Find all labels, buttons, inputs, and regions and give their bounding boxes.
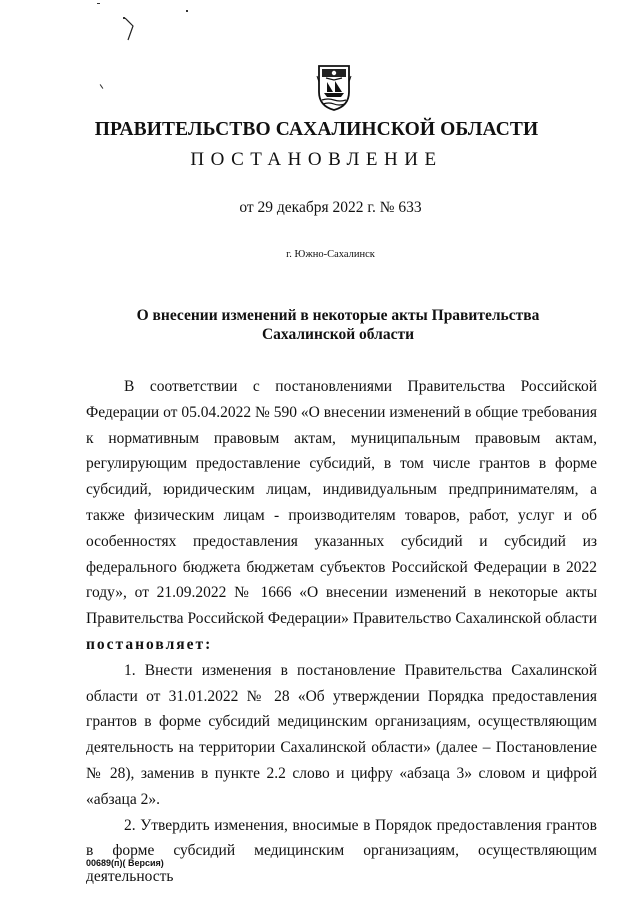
paragraph-item-1: 1. Внести изменения в постановление Правительства Сахалинской области от 31.01.2022 № 28 «Об утверждении Порядка предоставления грантов в форме субсидий медицинским организациям, осуществляющим деятельность на территории Сахалинской области» (далее – Постановление № 28), заменив в пункте 2.2 слово и цифру «абзаца 3» словом и цифрой «абзаца 2». [86, 661, 597, 808]
preamble-text: В соответствии с постановлениями Правительства Российской Федерации от 05.04.2022 № 590 «О внесении изменений в общие требования к нормативным правовым актам, муниципальным правовым актам, регулирующим предоставление субсидий, в том числе грантов в форме субсидий, юридическим лицам, индивидуальным предпринимателям, а также физическим лицам - производителям товаров, работ, услуг и об особенностях предоставления указанных субсидий и субсидий из федерального бюджета бюджетам субъектов Российской Федерации в 2022 году», от 21.09.2022 № 1666 «О внесении изменений в некоторые акты Правительства Российской Федерации» Правительство Сахалинской области [86, 378, 597, 628]
paragraph-item-2: 2. Утвердить изменения, вносимые в Порядок предоставления грантов в форме субсидий медицинским организациям, осуществляющим деятельность [86, 816, 597, 886]
scan-speck [97, 3, 100, 4]
document-title: О внесении изменений в некоторые акты Правительства Сахалинской области [136, 307, 540, 343]
document-date-number: от 29 декабря 2022 г. № 633 [239, 199, 422, 216]
document-body [86, 374, 597, 890]
document-city: г. Южно-Сахалинск [286, 249, 375, 260]
scan-speck [186, 10, 188, 12]
scan-speck [100, 84, 104, 89]
paragraph-preamble [86, 374, 597, 658]
scan-mark [123, 16, 139, 42]
footer-version-code: 00689(п)( Версия) [86, 858, 164, 868]
organization-name: ПРАВИТЕЛЬСТВО САХАЛИНСКОЙ ОБЛАСТИ [94, 119, 539, 140]
resolution-keyword: постановляет: [86, 635, 213, 653]
document-type: ПОСТАНОВЛЕНИЕ [190, 149, 443, 170]
coat-of-arms-icon [314, 62, 354, 112]
